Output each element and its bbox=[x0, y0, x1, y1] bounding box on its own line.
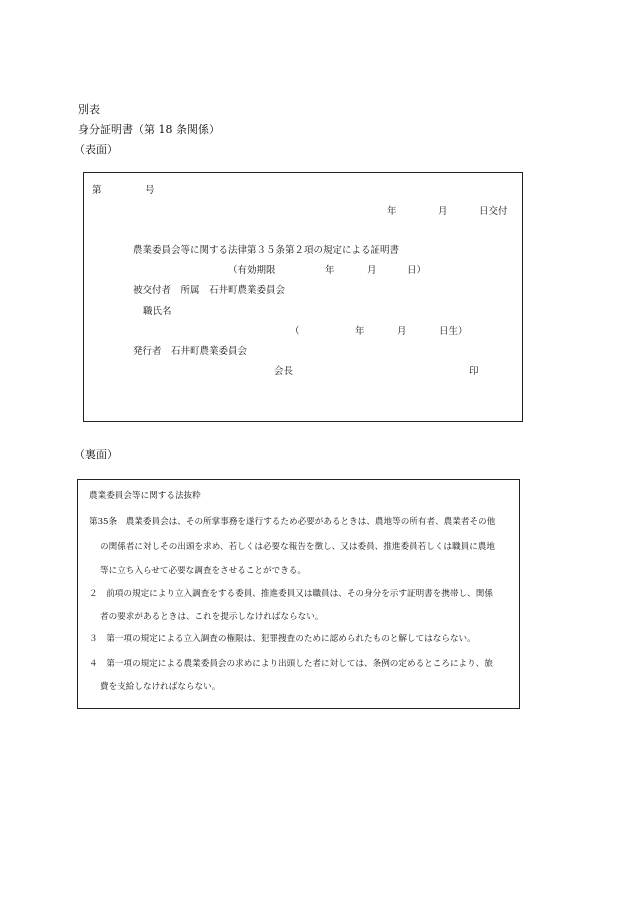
law-line: 等に立ち入らせて必要な調査をさせることができる。 bbox=[100, 566, 306, 576]
validity-month: 月 bbox=[367, 265, 377, 276]
issue-month: 月 bbox=[438, 206, 448, 217]
birth-year: 年 bbox=[355, 326, 365, 337]
page-title: 身分証明書（第 18 条関係） bbox=[78, 123, 220, 136]
law-line: ４ 第一項の規定による農業委員会の求めにより出頭した者に対しては、条例の定めるところにより、旅 bbox=[89, 659, 493, 669]
holder-label: 被交付者 所属 石井町農業委員会 bbox=[133, 285, 286, 296]
law-line: の関係者に対しその出頭を求め、若しくは必要な報告を徴し、又は委員、推進委員若しくは職員に農地 bbox=[100, 542, 495, 552]
validity-day: 日） bbox=[407, 265, 427, 276]
position-name-label: 職氏名 bbox=[143, 306, 172, 317]
birth-day: 日生） bbox=[439, 326, 468, 337]
validity-year: 年 bbox=[325, 265, 335, 276]
certificate-statement: 農業委員会等に関する法律第３５条第２項の規定による証明書 bbox=[133, 245, 400, 256]
chair-label: 会長 bbox=[274, 366, 294, 377]
law-line: ２ 前項の規定により立入調査をする委員、推進委員又は職員は、その身分を示す証明書を携帯し、関係 bbox=[89, 589, 493, 599]
law-line: 者の要求があるときは、これを提示しなければならない。 bbox=[100, 612, 324, 622]
appendix-label: 別表 bbox=[78, 103, 100, 116]
validity-open: （有効期限 bbox=[228, 265, 276, 276]
law-line: 第35条 農業委員会は、その所掌事務を遂行するため必要があるときは、農地等の所有者、農業者その他 bbox=[89, 517, 496, 527]
law-heading: 農業委員会等に関する法抜粋 bbox=[89, 491, 201, 501]
birth-month: 月 bbox=[397, 326, 407, 337]
back-side-label: （裏面） bbox=[74, 448, 118, 461]
number-prefix: 第 bbox=[92, 185, 102, 196]
seal-label: 印 bbox=[469, 366, 479, 377]
issuer-label: 発行者 石井町農業委員会 bbox=[133, 346, 248, 357]
birth-open: （ bbox=[290, 326, 300, 337]
issue-day: 日交付 bbox=[479, 206, 508, 217]
front-side-label: （表面） bbox=[74, 143, 118, 156]
law-line: 費を支給しなければならない。 bbox=[100, 682, 221, 692]
issue-year: 年 bbox=[387, 206, 397, 217]
law-line: ３ 第一項の規定による立入調査の権限は、犯罪捜査のために認められたものと解してはならない。 bbox=[89, 634, 476, 644]
number-suffix: 号 bbox=[145, 185, 155, 196]
certificate-back bbox=[77, 479, 520, 709]
certificate-front bbox=[83, 172, 523, 422]
